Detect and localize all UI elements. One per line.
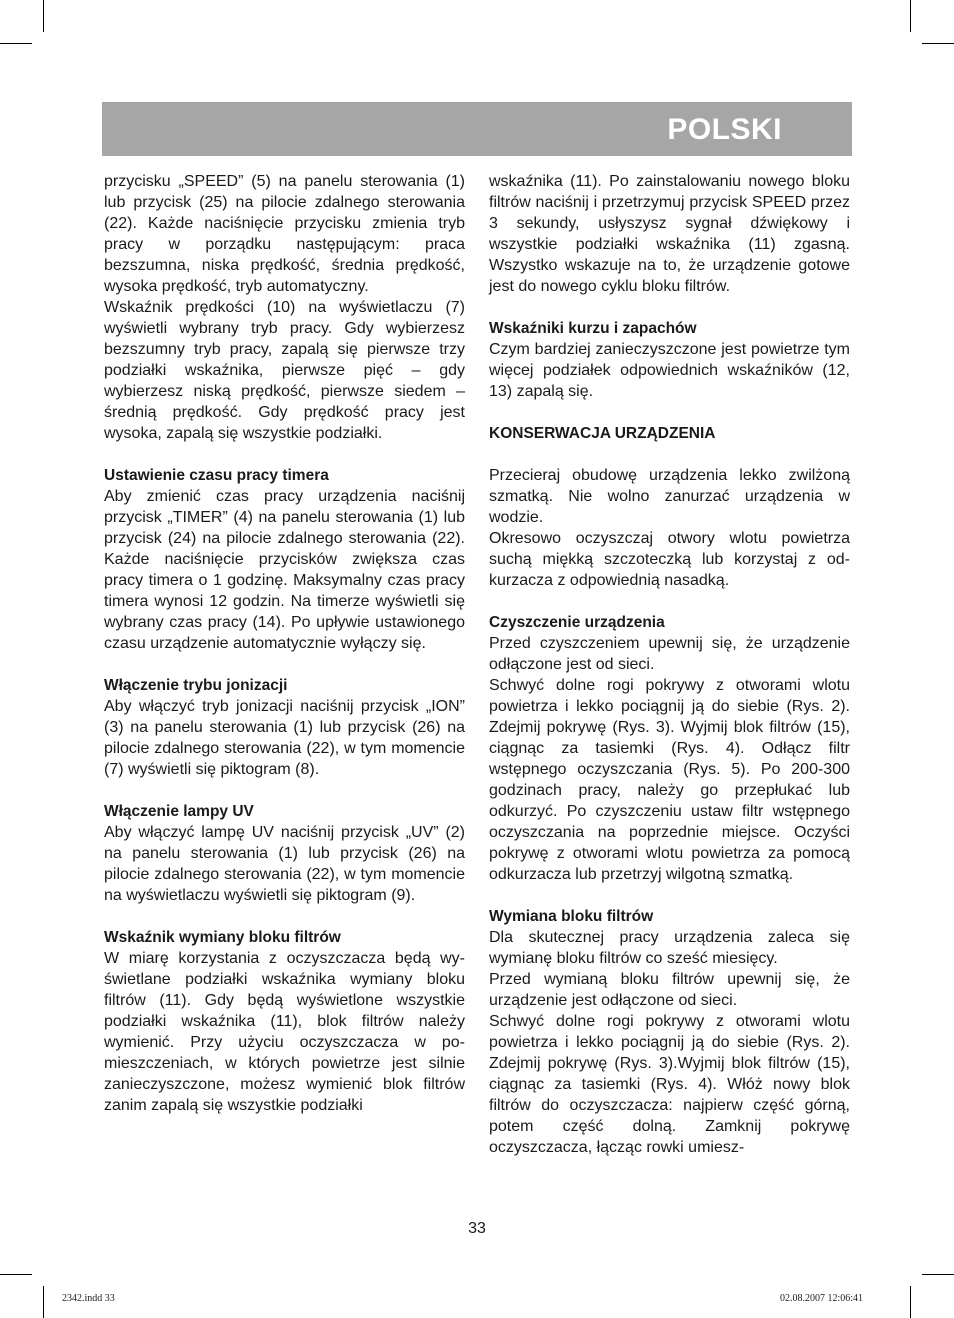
section-heading: KONSERWACJA URZĄDZENIA [489,425,716,442]
body-paragraph: przycisku „SPEED” (5) na panelu sterowania (1) lub przycisk (25) na pilocie zdalnego sterowania (22). Każde naciśnięcie przycisku zmienia tryb pracy w porządku następującym: praca bezszumna, niska prędkość, średnia prędkość, wysoka prędkość, tryb automatyczny. [104,173,465,295]
body-paragraph: wskaźnika (11). Po zainstalowaniu nowego bloku filtrów naciśnij i przetrzymuj przycisk SPEED przez 3 sekundy, usłyszysz sygnał dźwiękowy i wszystkie podziałki wskaźnika (11) zgasną. Wszystko wskazuje na to, że urządzenie gotowe jest do nowego cyklu bloku filtrów. [489,173,850,295]
crop-mark [43,1286,44,1318]
body-paragraph: Aby zmienić czas pracy urządzenia naciśnij przycisk „TIMER” (4) na panelu sterowania (1) lub przycisk (24) na pilocie zdalnego sterowania (22). Każde naciśnięcie przycisków zwiększa czas pracy timera o 1 godzinę. Maksymalny czas pracy timera wynosi 12 godzin. Na timerze wyświetli się wybrany czas pracy (14). Po upływie ustawionego czasu urządzenie automatycznie wyłączy się. [104,488,465,652]
body-paragraph: Czym bardziej zanieczyszczone jest powietrze tym więcej podziałek odpowiednich wskaźników (12, 13) zapalą się. [489,341,850,400]
spacer [489,885,850,906]
body-paragraph: Dla skutecznej pracy urządzenia zaleca się wymianę bloku filtrów co sześć miesięcy. [489,929,850,967]
body-paragraph: W miarę korzystania z oczyszczacza będą wyświetlane podziałki wskaźnika wymiany bloku filtrów (11). Gdy będą wyświetlone wszystkie podziałki wskaźnika (11), blok filtrów należy wymienić. Przy użyciu oczyszczacza w pomieszczeniach, w których powietrze jest silnie zanieczyszczone, możesz wymienić blok filtrów zanim zapalą się wszystkie podziałki [104,950,465,1114]
section-heading: Włączenie trybu jonizacji [104,677,288,694]
footer-file-info: 2342.indd 33 [62,1293,115,1304]
crop-mark [0,43,32,44]
crop-mark [43,0,44,32]
page-number: 33 [468,1220,486,1237]
crop-mark [910,0,911,32]
body-paragraph: Przecieraj obudowę urządzenia lekko zwilżoną szmatką. Nie wolno zanurzać urządzenia w wodzie. [489,467,850,526]
body-paragraph: Aby włączyć lampę UV naciśnij przycisk „UV” (2) na panelu sterowania (1) lub przycisk (26) na pilocie zdalnego sterowania (22), w tym momencie na wyświetlaczu wyświetli się piktogram (9). [104,824,465,904]
section-heading: Czyszczenie urządzenia [489,614,665,631]
footer-timestamp: 02.08.2007 12:06:41 [780,1293,864,1304]
crop-mark [922,1274,954,1275]
section-heading: Wymiana bloku filtrów [489,908,654,925]
body-paragraph: Okresowo oczyszczaj otwory wlotu powietrza suchą miękką szczoteczką lub korzystaj z odkurzacza z odpowiednią nasadką. [489,530,850,589]
page-title: POLSKI [667,113,782,146]
spacer [104,444,465,465]
crop-mark [910,1286,911,1318]
spacer [489,297,850,318]
spacer [489,444,850,465]
left-column [104,171,465,1116]
crop-mark [922,43,954,44]
language-header-bar [102,102,852,156]
right-column [489,171,850,1158]
section-heading: Wskaźniki kurzu i zapachów [489,320,697,337]
spacer [104,654,465,675]
section-heading: Ustawienie czasu pracy timera [104,467,329,484]
body-paragraph: Schwyć dolne rogi pokrywy z otworami wlotu powietrza i lekko pociągnij ją do siebie (Rys. 2). Zdejmij pokrywę (Rys. 3).Wyjmij blok filtrów (15), ciągnąc za tasiemki (Rys. 4). Włóż nowy blok filtrów do oczyszczacza: najpierw część górną, potem część dolną. Zamknij pokrywę oczyszczacza, łącząc rowki umiesz- [489,1013,850,1156]
spacer [489,402,850,423]
spacer [489,591,850,612]
body-paragraph: Przed czyszczeniem upewnij się, że urządzenie odłączone jest od sieci. [489,635,850,673]
body-paragraph: Wskaźnik prędkości (10) na wyświetlaczu (7) wyświetli wybrany tryb pracy. Gdy wybierzesz bezszumny tryb pracy, zapalą się pierwsze trzy podziałki wskaźnika, pierwsze pięć – gdy wybierzesz niską prędkość, pierwsze siedem – średnią prędkość. Gdy prędkość pracy jest wysoka, zapalą się wszystkie podziałki. [104,299,465,442]
spacer [104,780,465,801]
spacer [104,906,465,927]
body-paragraph: Schwyć dolne rogi pokrywy z otworami wlotu powietrza i lekko pociągnij ją do siebie (Rys. 2). Zdejmij pokrywę (Rys. 3). Wyjmij blok filtrów (15), ciągnąc za tasiemki (Rys. 4). Odłącz filtr wstępnego oczyszczania (Rys. 5). Po 200-300 godzinach pracy, należy go przepłukać lub odkurzyć. Po czyszczeniu ustaw filtr wstępnego oczyszczania na poprzednie miejsce. Oczyści pokrywę z otworami wlotu powietrza za pomocą odkurzacza lub przetrzyj wilgotną szmatką. [489,677,850,883]
section-heading: Włączenie lampy UV [104,803,254,820]
body-paragraph: Przed wymianą bloku filtrów upewnij się, że urządzenie jest odłączone od sieci. [489,971,850,1009]
crop-mark [0,1274,32,1275]
section-heading: Wskaźnik wymiany bloku filtrów [104,929,341,946]
body-paragraph: Aby włączyć tryb jonizacji naciśnij przycisk „ION” (3) na panelu sterowania (1) lub przycisk (26) na pilocie zdalnego sterowania (22), w tym momencie (7) wyświetli się piktogram (8). [104,698,465,778]
